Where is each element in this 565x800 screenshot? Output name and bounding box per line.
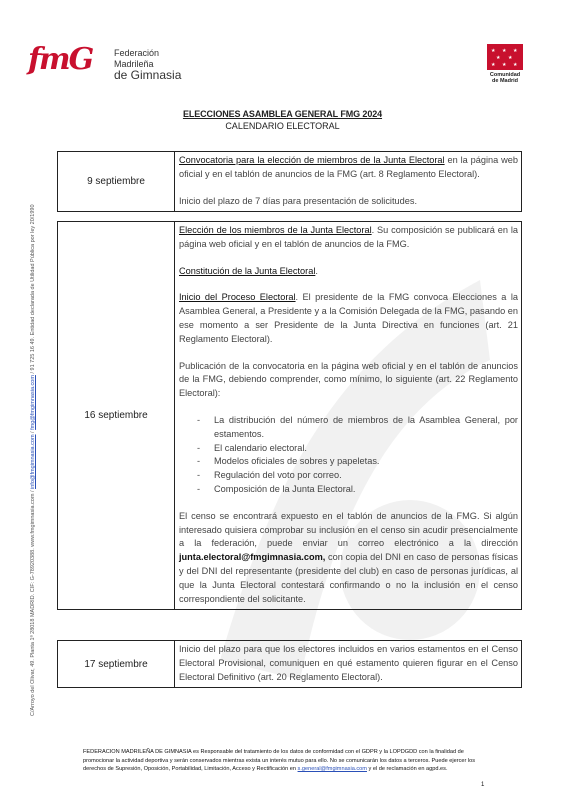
spacer <box>179 278 518 291</box>
spacer <box>179 497 518 510</box>
list-item: - Composición de la Junta Electoral. <box>197 483 518 497</box>
spacer <box>179 182 518 195</box>
calendar-row-16-septiembre <box>57 221 522 610</box>
footer-text: FEDERACION MADRILEÑA DE GIMNASIA es Responsable del tratamiento de los datos de conformidad con el GDPR y la LOPDGDD con la finalidad de promocionar la actividad deportiva y serán conservados mientras exista un interés mutuo para ello. No se comunicarán los datos a terceros. Puede ejercer los derechos de Supresión, Oposición, Portabilidad, Limitación, Acceso y Rectificación en <box>83 749 476 773</box>
cm-line2: de Madrid <box>492 78 518 84</box>
paragraph <box>179 265 518 279</box>
heading-text: Convocatoria para la elección de miembros de la Junta Electoral <box>179 155 445 165</box>
list-item: - Modelos oficiales de sobres y papeletas. <box>197 455 518 469</box>
sidebar-text-2: / <box>30 429 36 435</box>
page-number: 1 <box>481 782 485 788</box>
fmg-logo-mark: fmG <box>28 42 93 77</box>
paragraph: Publicación de la convocatoria en la página web oficial y en el tablón de anuncios de la FMG, debiendo comprender, como mínimo, lo siguiente (art. 22 Reglamento Electoral): <box>179 360 518 399</box>
requirements-list <box>179 414 518 497</box>
body-text: . <box>315 265 318 276</box>
fmg-logo <box>28 40 198 80</box>
sidebar-email-link-2[interactable]: fmg@fmgimnasia.com <box>30 375 36 430</box>
spacer <box>179 252 518 265</box>
logo-line1: Federación Madrileña <box>114 48 160 69</box>
privacy-footer <box>83 748 483 774</box>
body-text: . El presidente de la FMG convoca Elecciones a la Asamblea General, a Presidente y a la Comisión Delegada de la FMG, pasando en ese momento a ser Presidente de la Junta Directiva en funciones (art. 21 Reglamento Electoral). <box>179 292 518 344</box>
row-date: 9 septiembre <box>58 152 175 212</box>
row-date: 16 septiembre <box>58 222 175 610</box>
footer-email-link[interactable]: s.general@fmgimnasia.com <box>297 766 367 773</box>
document-subtitle: CALENDARIO ELECTORAL <box>225 121 340 131</box>
body-text: en la página web oficial y en el tablón de anuncios de la FMG (art. 8 Reglamento Electoral). <box>179 155 518 179</box>
email-link[interactable]: junta.electoral@fmgimnasia.com, <box>179 552 326 563</box>
comunidad-madrid-logo <box>478 44 532 84</box>
spacer <box>179 401 518 414</box>
paragraph <box>179 224 518 252</box>
paragraph <box>179 510 518 607</box>
calendar-row-9-septiembre <box>57 151 522 212</box>
cm-line1: Comunidad <box>489 72 521 78</box>
sidebar-email-link-1[interactable]: info@fmgimnasia.com <box>30 434 36 489</box>
heading-text: Constitución de la Junta Electoral <box>179 265 316 276</box>
paragraph: Inicio del plazo de 7 días para presentación de solicitudes. <box>179 195 418 206</box>
madrid-flag-icon: ★ ★ ★ ★ ★ ★ ★ ★ <box>487 44 523 70</box>
paragraph <box>179 154 518 182</box>
heading-text: Elección de los miembros de la Junta Electoral <box>179 225 372 235</box>
sidebar-contact-text <box>30 204 36 716</box>
calendar-row-17-septiembre <box>57 640 522 688</box>
list-item: - Regulación del voto por correo. <box>197 469 518 483</box>
paragraph <box>179 291 518 346</box>
row-date: 17 septiembre <box>58 641 175 688</box>
logo-line2: de Gimnasia <box>114 68 182 82</box>
row-description <box>175 641 522 688</box>
body-text: El censo se encontrará expuesto en el tablón de anuncios de la FMG. Si algún interesado quisiera comprobar su inclusión en el censo sin acudir presencialmente a la federación, puede enviar un correo electrónico a la dirección <box>179 510 518 549</box>
paragraph: Inicio del plazo para que los electores incluidos en varios estamentos en el Censo Electoral Provisional, comuniquen en qué estamento quieren figurar en el Censo Electoral Definitivo (art. 20 Reglamento Electoral). <box>179 644 518 682</box>
list-item: - La distribución del número de miembros de la Asamblea General, por estamentos. <box>197 414 518 442</box>
sidebar-text-3: / 91 725 16 49. Entidad declarada de Utilidad Pública por ley 20/1990 <box>30 204 36 376</box>
body-text: . Su composición se publicará en la página web oficial y en el tablón de anuncios de la FMG. <box>179 225 518 249</box>
heading-text: Inicio del Proceso Electoral <box>179 292 296 303</box>
fmg-logo-text <box>114 48 198 81</box>
spacer <box>179 347 518 360</box>
sidebar-text-1: C/Arroyo del Olivar, 49. Planta 1ª 28018 MADRID. CIF: G-78920388. www.fmgimnasia.com / <box>30 488 36 716</box>
list-item: - El calendario electoral. <box>197 442 518 456</box>
footer-text-end: y el de reclamación en agpd.es. <box>366 766 448 773</box>
row-description <box>175 152 522 212</box>
row-description <box>175 222 522 610</box>
body-text: con copia del DNI en caso de personas físicas y del DNI del representante (presidente del club) en caso de personas jurídicas, al que la Junta Electoral contestará confirmando o no la inclusión en el censo correspondiente del solicitante. <box>179 552 518 604</box>
document-title: ELECCIONES ASAMBLEA GENERAL FMG 2024 <box>182 109 383 119</box>
